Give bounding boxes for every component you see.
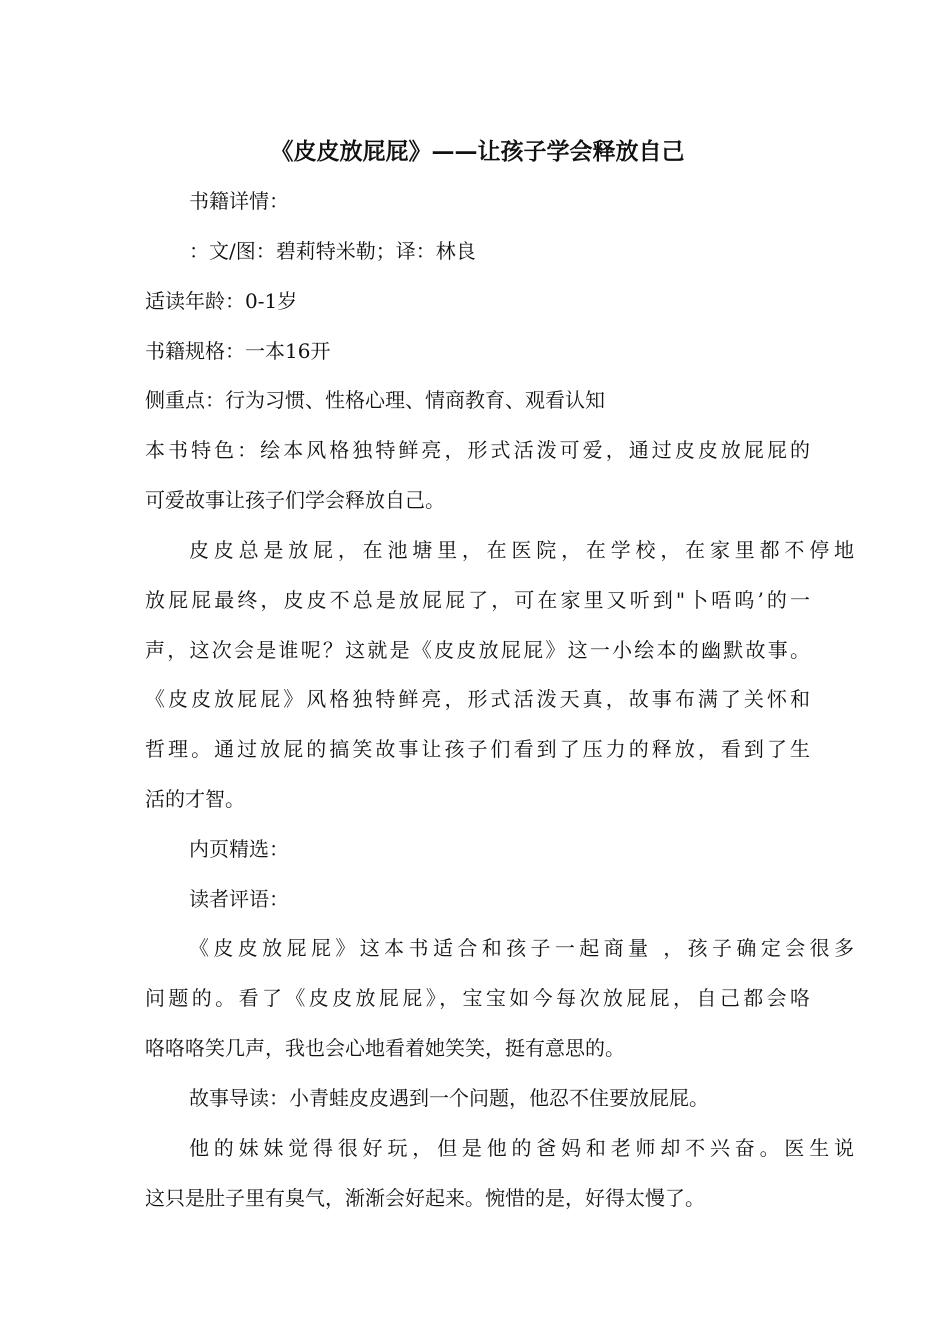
intro-line: 《皮皮放屁屁》风格独特鲜亮，形式活泼天真，故事布满了关怀和 — [145, 687, 810, 711]
review-line: 咯咯咯笑几声，我也会心地看着她笑笑，挺有意思的。 — [145, 1036, 625, 1060]
author-line: ：文/图：碧莉特米勒；译：林良 — [189, 239, 476, 263]
guide-line: 故事导读：小青蛙皮皮遇到一个问题，他忍不住要放屁屁。 — [189, 1086, 709, 1110]
intro-line: 声，这次会是谁呢？这就是《皮皮放屁屁》这一小绘本的幽默故事。 — [145, 638, 810, 662]
features-line: 本书特色：绘本风格独特鲜亮，形式活泼可爱，通过皮皮放屁屁的 — [145, 438, 810, 462]
features-line: 可爱故事让孩子们学会释放自己。 — [145, 488, 445, 512]
reviews-label: 读者评语： — [189, 887, 289, 911]
spec-line: 书籍规格：一本16开 — [145, 339, 331, 363]
intro-line: 放屁屁最终，皮皮不总是放屁屁了，可在家里又听到"卜唔呜’的一 — [145, 588, 810, 612]
intro-line: 哲理。通过放屁的搞笑故事让孩子们看到了压力的释放，看到了生 — [145, 737, 810, 761]
review-line: 《皮皮放屁屁》这本书适合和孩子一起商量 ，孩子确定会很多 — [189, 936, 854, 960]
intro-line: 皮皮总是放屁，在池塘里，在医院，在学校，在家里都不停地 — [189, 538, 854, 562]
inner-pages-label: 内页精选： — [189, 837, 289, 861]
story-line: 这只是肚子里有臭气，渐渐会好起来。惋惜的是，好得太慢了。 — [145, 1186, 705, 1210]
story-line: 他的妹妹觉得很好玩，但是他的爸妈和老师却不兴奋。医生说 — [189, 1136, 854, 1160]
intro-line: 活的才智。 — [145, 787, 245, 811]
document-title: 《皮皮放屁屁》——让孩子学会释放自己 — [270, 138, 685, 165]
age-line: 适读年龄：0-1岁 — [145, 289, 298, 313]
review-line: 问题的。看了《皮皮放屁屁》，宝宝如今每次放屁屁，自己都会咯 — [145, 986, 810, 1010]
focus-line: 侧重点：行为习惯、性格心理、情商教育、观看认知 — [145, 388, 605, 412]
details-label: 书籍详情： — [189, 189, 289, 213]
